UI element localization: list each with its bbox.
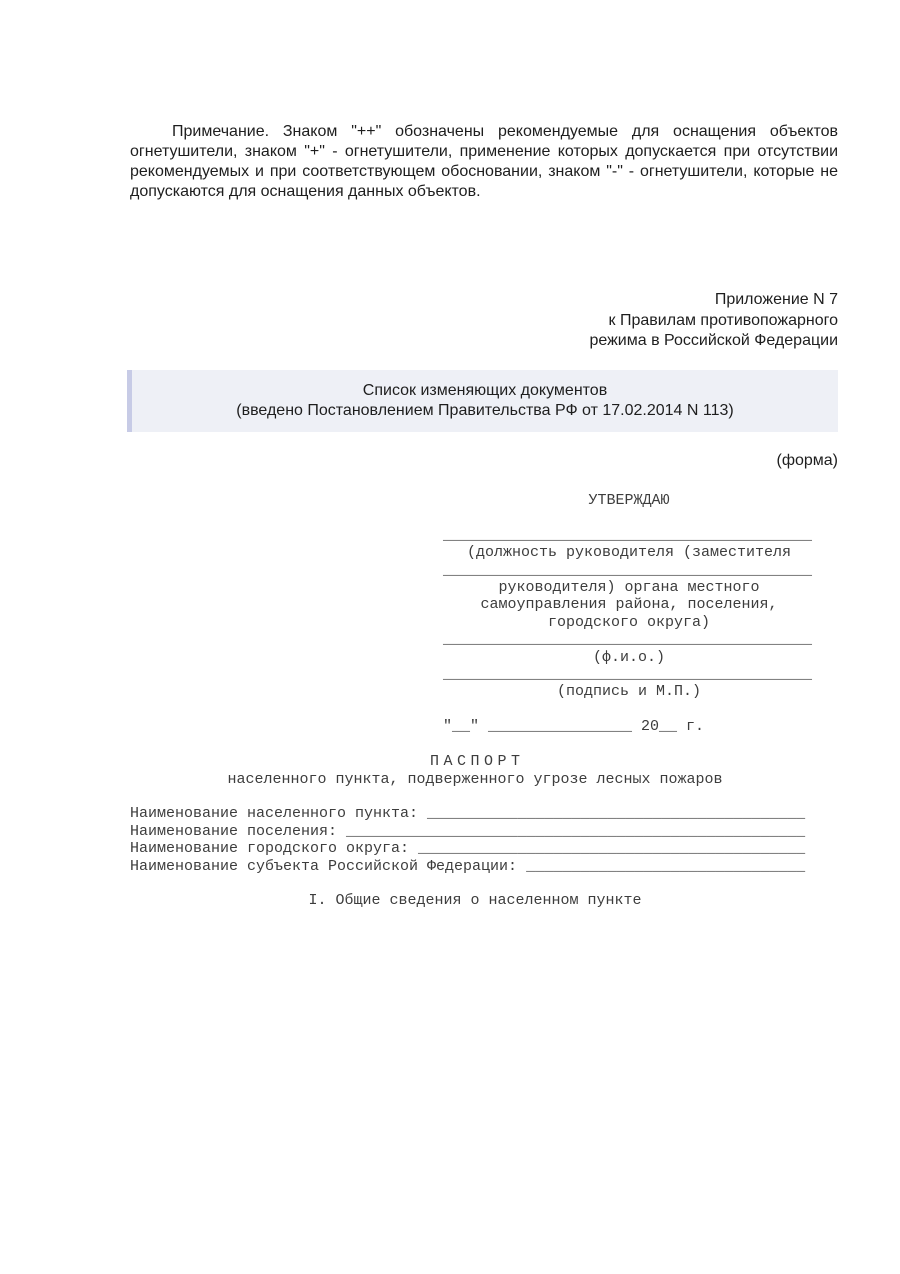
- signature-line: _________________________________________: [443, 561, 813, 579]
- signature-line: _________________________________________: [443, 526, 813, 544]
- signature-line: _________________________________________: [443, 631, 813, 649]
- note-paragraph: Примечание. Знаком "++" обозначены рекомендуемые для оснащения объектов огнетушители, знаком "+" - огнетушители, применение которых допускается при отсутствии рекомендуемых и при соответствующем обосновании, знаком "-" - огнетушители, которые не допускаются для оснащения данных объектов.: [130, 123, 838, 200]
- caption-fio: (ф.и.о.): [592, 648, 665, 666]
- caption-position: самоуправления района, поселения,: [480, 596, 778, 614]
- approve-label: УТВЕРЖДАЮ: [588, 492, 670, 509]
- blank-line: [443, 509, 815, 526]
- field-settlement: Наименование поселения: ___________________________________________________: [130, 822, 806, 840]
- field-federal-subject: Наименование субъекта Российской Федерации: _______________________________: [130, 857, 806, 875]
- appendix-line: к Правилам противопожарного: [608, 311, 838, 329]
- caption-position: городского округа): [547, 613, 711, 631]
- amendments-box-source: (введено Постановлением Правительства РФ от 17.02.2014 N 113): [236, 402, 734, 419]
- caption-position: (должность руководителя (заместителя: [466, 544, 792, 562]
- caption-signature: (подпись и М.П.): [556, 683, 702, 701]
- blank-line: [130, 875, 820, 892]
- appendix-block: [589, 290, 838, 352]
- date-line: "__" ________________ 20__ г.: [443, 718, 705, 736]
- blank-line: [130, 788, 820, 805]
- field-settlement-name: Наименование населенного пункта: __________________________________________: [130, 805, 806, 823]
- section-heading: I. Общие сведения о населенном пункте: [308, 892, 642, 910]
- passport-subtitle: населенного пункта, подверженного угрозе лесных пожаров: [227, 770, 723, 788]
- signature-line: _________________________________________: [443, 666, 813, 684]
- passport-title: ПАСПОРТ: [429, 753, 525, 771]
- field-city-district: Наименование городского округа: ___________________________________________: [130, 840, 806, 858]
- blank-line: [130, 736, 820, 753]
- mono-block: [130, 492, 820, 910]
- appendix-line: Приложение N 7: [714, 291, 838, 308]
- form-label: (форма): [776, 452, 838, 469]
- caption-position: руководителя) органа местного: [498, 579, 760, 597]
- amendments-box-title: Список изменяющих документов: [362, 381, 608, 399]
- amendments-box: [127, 370, 838, 432]
- appendix-line: режима в Российской Федерации: [589, 332, 838, 349]
- blank-line: [443, 701, 815, 718]
